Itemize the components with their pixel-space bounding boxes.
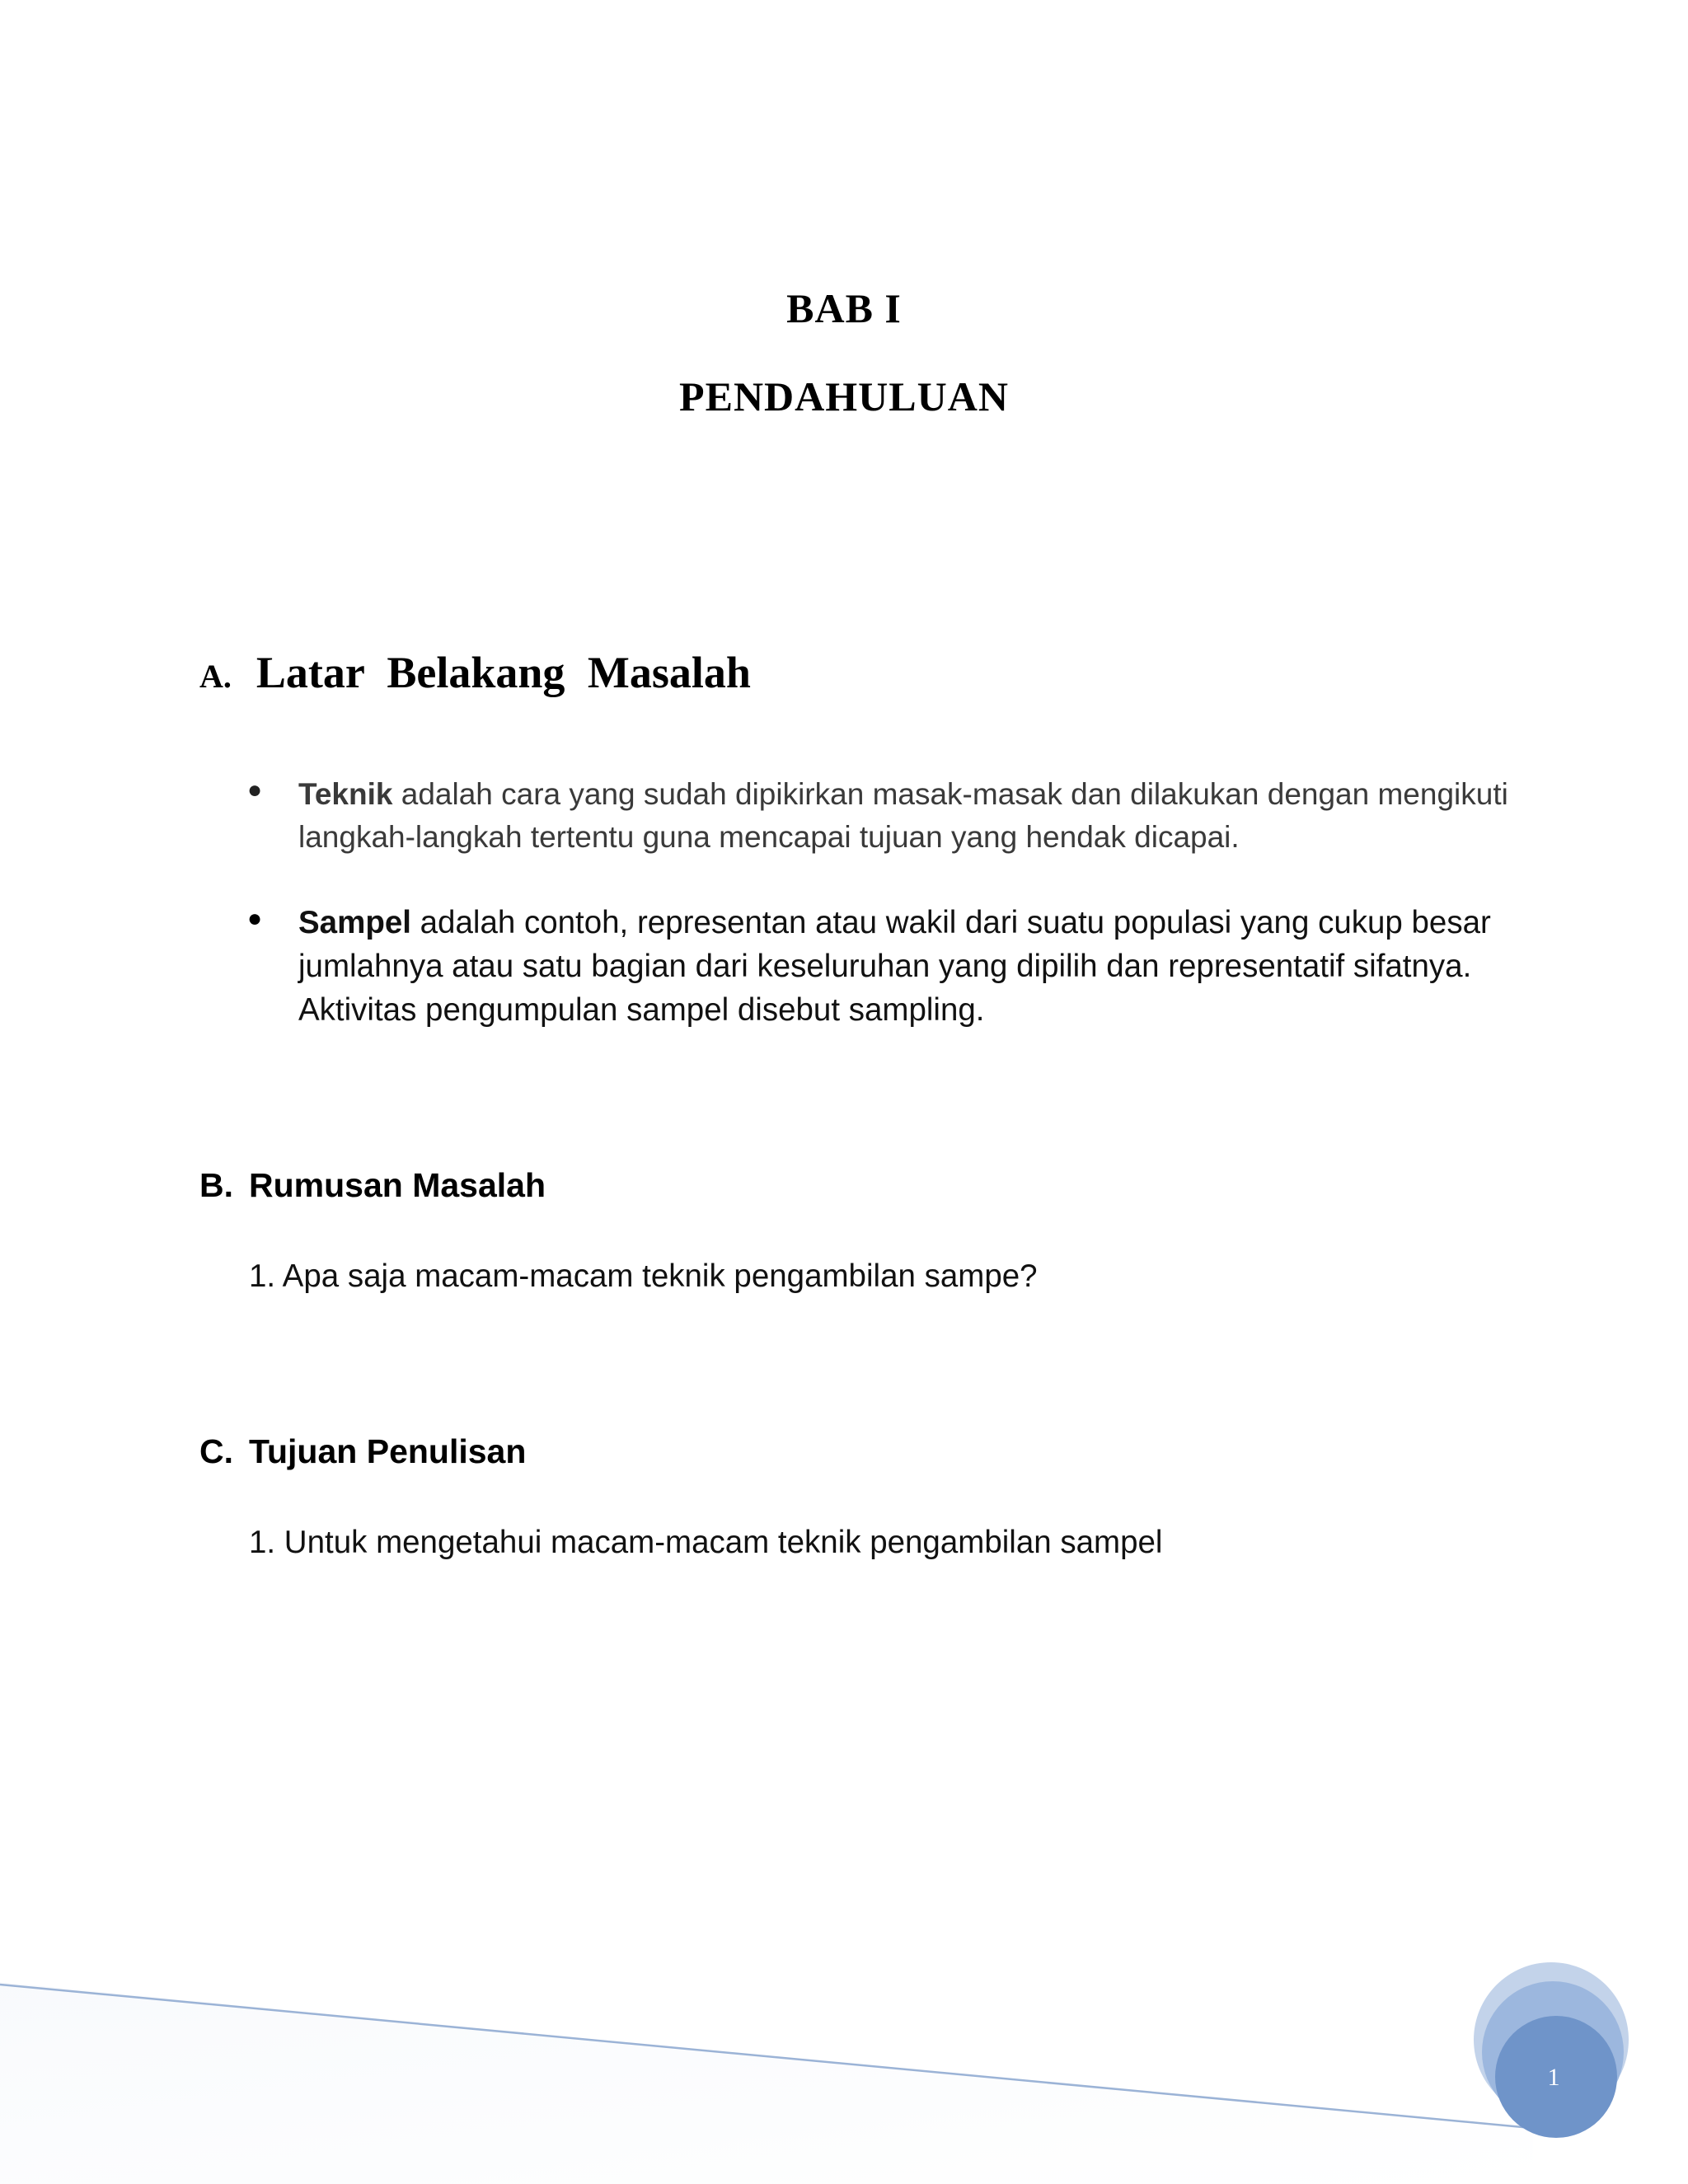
objective-item: 1. Untuk mengetahui macam-macam teknik pengambilan sampel [249, 1525, 1163, 1560]
chapter-number: BAB I [786, 285, 902, 331]
bullet-icon: ● [247, 776, 263, 804]
chapter-title: PENDAHULUAN [679, 373, 1009, 419]
bullet-icon: ● [247, 905, 263, 932]
section-c-letter: C. [199, 1432, 233, 1470]
section-a-title: Latar Belakang Masalah [256, 648, 751, 697]
term-label: Sampel [298, 905, 411, 940]
term-label: Teknik [298, 777, 393, 811]
section-b-letter: B. [199, 1166, 233, 1204]
section-b-title: Rumusan Masalah [249, 1166, 546, 1204]
term-definition: adalah cara yang sudah dipikirkan masak-masak dan dilakukan dengan mengikuti langkah-langkah tertentu guna mencapai tujuan yang hendak dicapai. [298, 777, 1508, 854]
section-a-letter: A. [199, 658, 232, 695]
section-c-title: Tujuan Penulisan [249, 1432, 527, 1470]
term-definition: adalah contoh, representan atau wakil dari suatu populasi yang cukup besar jumlahnya atau satu bagian dari keseluruhan yang dipilih dan representatif sifatnya. Aktivitas pengumpulan sampel disebut sampling. [298, 905, 1491, 1028]
page-number: 1 [1547, 2064, 1560, 2091]
problem-statement-item: 1. Apa saja macam-macam teknik pengambilan sampe? [249, 1258, 1038, 1294]
